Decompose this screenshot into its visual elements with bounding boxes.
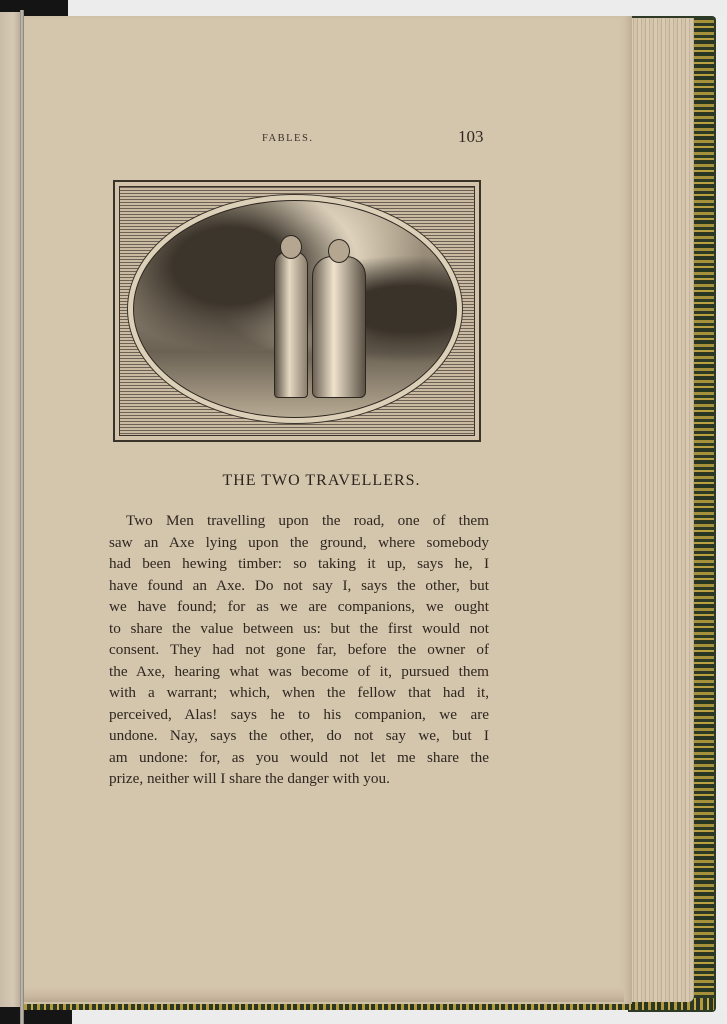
body-line: undone. Nay, says the other, do not say we, but I (109, 727, 489, 744)
facing-page-edge (0, 12, 22, 1007)
body-line: have found an Axe. Do not say I, says the other, but (109, 576, 489, 594)
background-strip-bottom (72, 1010, 727, 1024)
body-line: prize, neither will I share the danger with you. (109, 770, 390, 787)
fable-body (109, 510, 489, 790)
body-line: saw an Axe lying upon the ground, where somebody (109, 533, 489, 551)
traveller-head-left (280, 235, 302, 259)
background-strip (68, 0, 727, 16)
body-line: am undone: for, as you would not let me share the (109, 748, 489, 766)
traveller-figure-right (312, 256, 366, 398)
page-bottom-edge (24, 988, 624, 1002)
book-gutter (20, 10, 24, 1024)
running-head: FABLES. (262, 133, 314, 144)
body-line: consent. They had not gone far, before the owner of (109, 641, 489, 658)
body-line: Two Men travelling upon the road, one of them (126, 512, 489, 529)
gilt-border-right (694, 20, 714, 1008)
body-line: we have found; for as we are companions, we ought (109, 598, 489, 615)
engraving-illustration (113, 180, 481, 442)
body-line: with a warrant; which, when the fellow that had it, (109, 684, 489, 701)
fable-title: THE TWO TRAVELLERS. (222, 472, 421, 489)
body-line: perceived, Alas! says he to his companion, we are (109, 705, 489, 723)
traveller-head-right (328, 239, 350, 263)
illustration-scene (133, 200, 457, 418)
traveller-figure-left (274, 251, 308, 398)
body-line: had been hewing timber: so taking it up, says he, I (109, 555, 489, 572)
body-line: to share the value between us: but the first would not (109, 619, 489, 637)
page-number: 103 (458, 127, 484, 146)
body-line: the Axe, hearing what was become of it, pursued them (109, 662, 489, 680)
